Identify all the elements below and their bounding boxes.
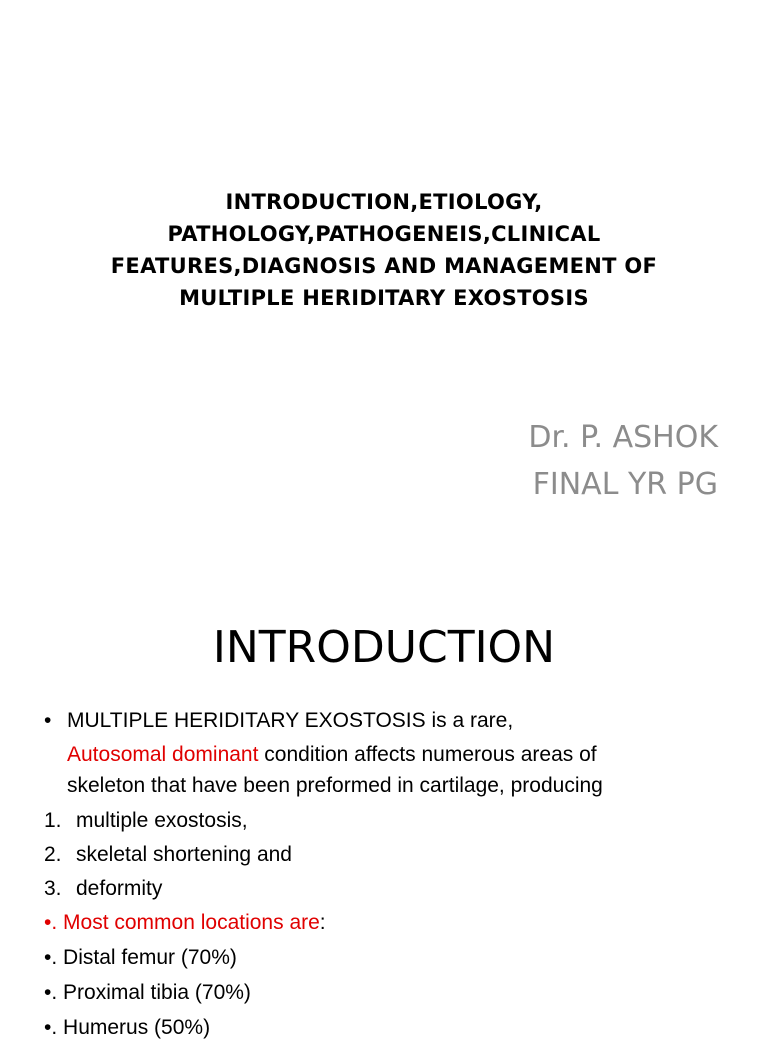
bullet-marker: • bbox=[44, 981, 52, 1004]
numbered-item bbox=[44, 842, 292, 868]
author-info bbox=[528, 414, 718, 508]
body-text-span: condition affects numerous areas of bbox=[258, 743, 597, 766]
bullet-marker: • bbox=[44, 946, 52, 969]
location-text: . Distal femur (70%) bbox=[51, 946, 237, 969]
colon-text: : bbox=[319, 911, 326, 934]
title-line: INTRODUCTION,ETIOLOGY, bbox=[225, 190, 543, 214]
item-number: 1. bbox=[44, 809, 62, 832]
item-text: skeletal shortening and bbox=[76, 843, 292, 866]
locations-heading bbox=[44, 910, 326, 936]
location-text: . Proximal tibia (70%) bbox=[51, 981, 251, 1004]
bullet-marker: • bbox=[44, 1016, 52, 1039]
body-line: skeleton that have been preformed in cartilage, producing bbox=[67, 774, 603, 797]
bullet-marker: • bbox=[44, 911, 52, 934]
bullet-item bbox=[44, 708, 513, 734]
location-text: . Humerus (50%) bbox=[51, 1016, 211, 1039]
item-number: 3. bbox=[44, 877, 62, 900]
location-item bbox=[44, 1015, 210, 1041]
disease-name: MULTIPLE HERIDITARY EXOSTOSIS bbox=[67, 709, 426, 732]
title-line: PATHOLOGY,PATHOGENEIS,CLINICAL bbox=[167, 222, 601, 246]
title-line: FEATURES,DIAGNOSIS AND MANAGEMENT OF bbox=[110, 254, 658, 278]
item-number: 2. bbox=[44, 843, 62, 866]
author-name: Dr. P. ASHOK bbox=[528, 420, 718, 455]
bullet-marker: • bbox=[44, 709, 52, 732]
location-item bbox=[44, 945, 237, 971]
title-line: MULTIPLE HERIDITARY EXOSTOSIS bbox=[179, 286, 589, 310]
slide-heading: INTRODUCTION bbox=[212, 622, 556, 673]
item-text: multiple exostosis, bbox=[76, 809, 248, 832]
location-item bbox=[44, 980, 251, 1006]
highlight-term: Autosomal dominant bbox=[67, 743, 259, 766]
numbered-item bbox=[44, 876, 162, 902]
intro-text: is a rare, bbox=[425, 709, 514, 732]
numbered-item bbox=[44, 808, 248, 834]
locations-heading-text: . Most common locations are bbox=[51, 911, 320, 934]
presentation-title bbox=[40, 186, 728, 314]
author-role: FINAL YR PG bbox=[532, 467, 718, 502]
introduction-slide bbox=[0, 576, 768, 1039]
item-text: deformity bbox=[76, 877, 163, 900]
body-line bbox=[67, 742, 597, 768]
